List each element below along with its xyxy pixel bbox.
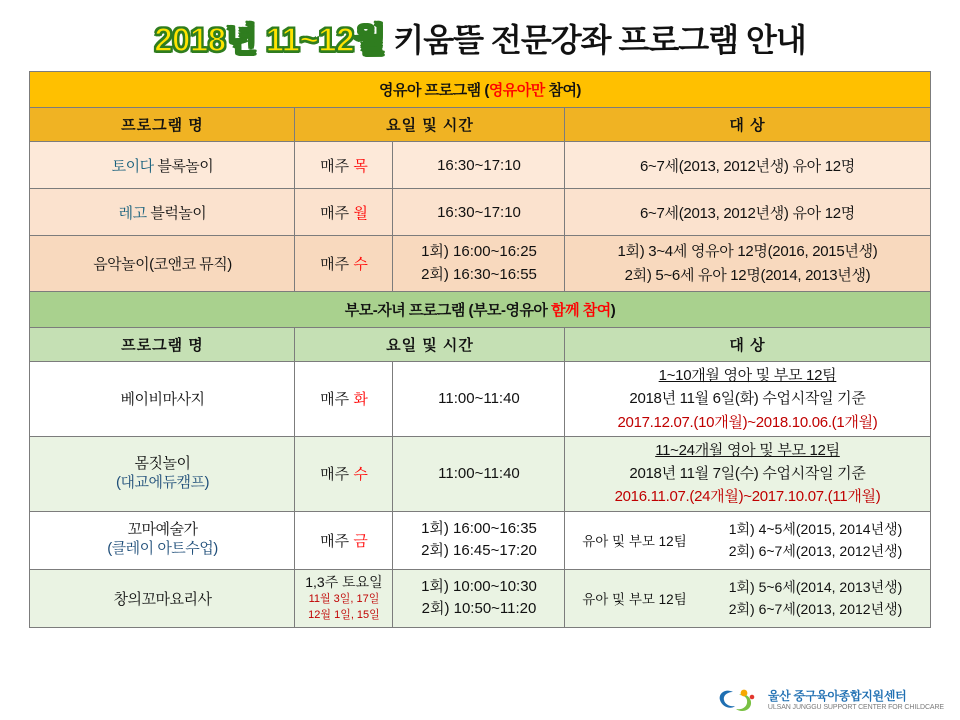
section2-column-header-row — [30, 328, 930, 362]
program-name-accent: 음악놀이(코앤코 뮤직) — [93, 256, 232, 273]
program-day — [295, 511, 393, 569]
footer-org-en: ULSAN JUNGGU SUPPORT CENTER FOR CHILDCARE — [767, 703, 944, 711]
section2-header-tail: ) — [610, 302, 616, 319]
program-time: 11:00~11:40 — [393, 362, 565, 437]
time-line-1: 1회) 10:00~10:30 — [421, 577, 537, 595]
target-line-1: 1회) 3~4세 영유아 12명(2016, 2015년생) — [617, 242, 878, 260]
section2-header-accent: 함께 참여 — [551, 302, 611, 319]
target-detail — [705, 576, 925, 621]
program-name — [30, 142, 295, 189]
program-name — [30, 511, 295, 569]
section1-col-daytime: 요일 및 시간 — [295, 108, 565, 142]
page-title — [0, 0, 960, 71]
program-name — [30, 436, 295, 511]
program-name-rest: 블럭놀이 — [146, 204, 207, 222]
target-line-1: 1회) 4~5세(2015, 2014년생) — [728, 520, 903, 537]
section1-col-target: 대 상 — [565, 108, 930, 142]
day-main: 1,3주 토요일 — [305, 574, 383, 591]
section1-header-tail: 참여) — [544, 82, 581, 99]
program-time — [393, 569, 565, 627]
schedule-table — [29, 71, 930, 628]
program-day — [295, 189, 393, 236]
target-line-2: 2018년 11월 7일(수) 수업시작일 기준 — [629, 465, 866, 482]
section1-column-header-row — [30, 108, 930, 142]
program-day — [295, 569, 393, 627]
day-note-1: 11월 3일, 17일 — [308, 593, 380, 606]
program-day — [295, 236, 393, 292]
day-accent: 화 — [353, 391, 368, 409]
program-time: 16:30~17:10 — [393, 142, 565, 189]
day-accent: 수 — [353, 466, 368, 484]
section2-col-program: 프로그램 명 — [30, 328, 295, 362]
section1-col-program: 프로그램 명 — [30, 108, 295, 142]
day-prefix: 매주 — [320, 157, 354, 175]
day-prefix: 매주 — [320, 204, 354, 222]
time-line-1: 1회) 16:00~16:25 — [421, 243, 537, 260]
section1-header-accent: 영유아만 — [488, 82, 545, 99]
table-row — [30, 142, 930, 189]
day-prefix: 매주 — [320, 532, 354, 550]
target-line-3: 2016.11.07.(24개월)~2017.10.07.(11개월) — [614, 488, 881, 506]
section2-col-target: 대 상 — [565, 328, 930, 362]
time-line-2: 2회) 16:45~17:20 — [421, 542, 537, 559]
day-accent: 목 — [353, 157, 368, 175]
title-highlight: 2018년 11~12월 — [154, 21, 386, 58]
target-line-1: 1~10개월 영아 및 부모 12팀 — [658, 367, 837, 384]
program-target: 6~7세(2013, 2012년생) 유아 12명 — [565, 189, 930, 236]
program-target — [565, 436, 930, 511]
target-line-2: 2회) 6~7세(2013, 2012년생) — [728, 543, 903, 559]
program-time — [393, 236, 565, 292]
program-target — [565, 362, 930, 437]
day-accent: 월 — [353, 204, 368, 222]
program-name — [30, 189, 295, 236]
day-prefix: 매주 — [320, 391, 354, 409]
program-name-accent: 레고 — [118, 204, 147, 222]
time-line-2: 2회) 10:50~11:20 — [421, 600, 537, 617]
footer-org-kr: 울산 중구육아종합지원센터 — [767, 689, 907, 704]
section1-header-row — [30, 72, 930, 108]
table-row — [30, 362, 930, 437]
program-day — [295, 142, 393, 189]
time-line-1: 1회) 16:00~16:35 — [421, 519, 537, 537]
program-name-main: 몸짓놀이 — [134, 454, 191, 472]
program-day — [295, 436, 393, 511]
section2-header-row — [30, 292, 930, 328]
program-name-rest: 블록놀이 — [153, 157, 214, 175]
program-target — [565, 569, 930, 627]
day-note-2: 12월 1일, 15일 — [308, 609, 380, 621]
day-prefix: 매주 — [320, 256, 354, 273]
target-line-1: 11~24개월 영아 및 부모 12팀 — [655, 441, 840, 459]
table-row — [30, 236, 930, 292]
target-line-2: 2회) 5~6세 유아 12명(2014, 2013년생) — [624, 266, 871, 284]
program-target: 6~7세(2013, 2012년생) 유아 12명 — [565, 142, 930, 189]
program-time — [393, 511, 565, 569]
table-row — [30, 569, 930, 627]
title-rest: 키움뜰 전문강좌 프로그램 안내 — [385, 22, 806, 58]
day-accent: 금 — [353, 532, 368, 550]
program-name: 베이비마사지 — [30, 362, 295, 437]
program-name-sub: (대교에듀캠프) — [116, 473, 209, 491]
target-line-3: 2017.12.07.(10개월)~2018.10.06.(1개월) — [617, 413, 878, 431]
program-time: 16:30~17:10 — [393, 189, 565, 236]
program-day — [295, 362, 393, 437]
section1-header-main: 영유아 프로그램 ( — [379, 82, 489, 99]
time-line-2: 2회) 16:30~16:55 — [421, 265, 537, 283]
footer-logo — [717, 688, 944, 714]
section2-header — [30, 292, 930, 328]
target-line-2: 2018년 11월 6일(화) 수업시작일 기준 — [629, 390, 866, 408]
table-row — [30, 436, 930, 511]
program-target — [565, 236, 930, 292]
center-logo-icon — [717, 688, 761, 714]
table-row — [30, 511, 930, 569]
table-row — [30, 189, 930, 236]
day-prefix: 매주 — [320, 466, 354, 484]
target-detail — [705, 518, 925, 563]
program-target — [565, 511, 930, 569]
program-time: 11:00~11:40 — [393, 436, 565, 511]
section2-col-daytime: 요일 및 시간 — [295, 328, 565, 362]
target-group: 유아 및 부모 12팀 — [582, 592, 687, 607]
program-name-accent: 토이다 — [111, 157, 154, 175]
program-name-main: 꼬마예술가 — [127, 521, 198, 539]
program-name: 창의꼬마요리사 — [30, 569, 295, 627]
section1-header — [30, 72, 930, 108]
target-line-1: 1회) 5~6세(2014, 2013년생) — [728, 578, 903, 595]
target-line-2: 2회) 6~7세(2013, 2012년생) — [728, 601, 903, 617]
section2-header-main: 부모-자녀 프로그램 (부모-영유아 — [344, 302, 552, 319]
day-accent: 수 — [353, 256, 368, 273]
target-group: 유아 및 부모 12팀 — [582, 534, 687, 549]
program-name — [30, 236, 295, 292]
program-name-sub: (클레이 아트수업) — [107, 540, 218, 557]
